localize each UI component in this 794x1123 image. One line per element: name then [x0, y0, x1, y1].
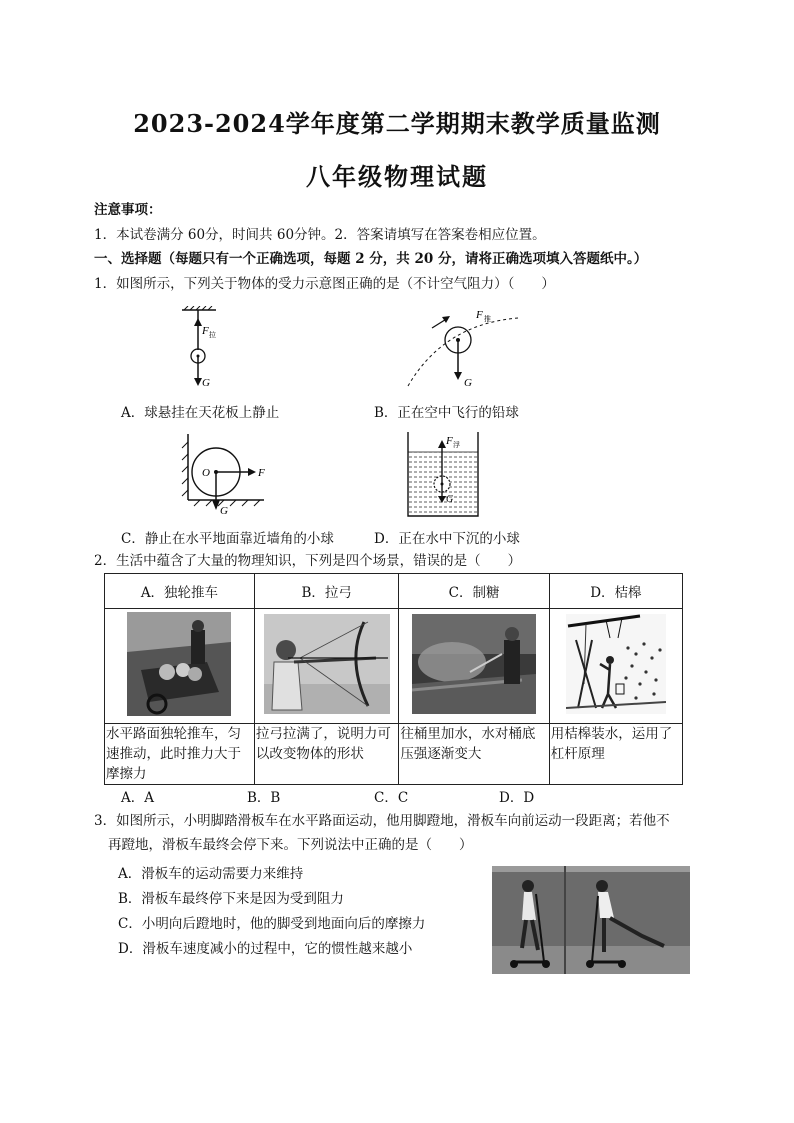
q1-option-a: A．球悬挂在天花板上静止 — [121, 405, 280, 421]
label-f-float: F — [446, 435, 453, 447]
q2-scene-table — [104, 573, 683, 785]
q2-photo-cell-d — [549, 609, 682, 724]
q2-desc-a: 水平路面独轮推车，匀速推动，此时推力大于摩擦力 — [105, 724, 255, 785]
shadoof-drawing — [566, 614, 666, 714]
q2-desc-c: 往桶里加水，水对桶底压强逐渐变大 — [399, 724, 549, 785]
scooter-photo — [492, 866, 690, 974]
label-g-d: G — [446, 494, 454, 505]
sugar-making-photo — [412, 614, 536, 714]
exam-title: 2023-2024学年度第二学期期末教学质量监测 — [133, 109, 661, 138]
q2-photo-cell-a — [105, 609, 255, 724]
label-g-b: G — [464, 377, 472, 389]
label-f-push: F — [476, 309, 483, 321]
label-g: G — [202, 377, 210, 389]
q1-option-c: C．静止在水平地面靠近墙角的小球 — [121, 531, 334, 547]
q2-col-d: D．桔槔 — [549, 574, 682, 609]
label-f: F — [258, 467, 265, 479]
label-f-push-sub: 推 — [484, 315, 491, 323]
q3-option-b: B．滑板车最终停下来是因为受到阻力 — [118, 891, 344, 907]
q3-option-c: C．小明向后蹬地时，他的脚受到地面向后的摩擦力 — [118, 916, 426, 932]
label-o: O — [202, 467, 210, 479]
q2-col-b: B．拉弓 — [254, 574, 399, 609]
figure-c-corner-ball — [178, 430, 270, 518]
label-f-float-sub: 浮 — [453, 441, 460, 449]
figure-b-shotput — [404, 304, 524, 392]
label-g-c: G — [220, 505, 228, 517]
q2-answer-d: D．D — [499, 790, 535, 806]
figure-a-hanging-ball — [170, 306, 230, 392]
label-f-pull: F — [202, 325, 209, 337]
q1-option-d: D．正在水中下沉的小球 — [374, 531, 520, 547]
q2-col-c: C．制糖 — [399, 574, 549, 609]
q2-photo-cell-c — [399, 609, 549, 724]
label-f-pull-sub: 拉 — [209, 331, 216, 339]
q2-answer-c: C．C — [374, 790, 409, 806]
q3-option-a: A．滑板车的运动需要力来维持 — [118, 866, 304, 882]
notes-heading: 注意事项： — [94, 202, 162, 218]
q3-stem-line-1: 3．如图所示，小明脚踏滑板车在水平路面运动，他用脚蹬地，滑板车向前运动一段距离；若他不 — [94, 813, 670, 829]
q3-stem-line-2: 再蹬地，滑板车最终会停下来。下列说法中正确的是（ ） — [108, 837, 473, 853]
archery-photo — [264, 614, 390, 714]
notes-line-1: 1．本试卷满分 60分，时间共 60分钟。2．答案请填写在答案卷相应位置。 — [94, 227, 546, 243]
q2-desc-b: 拉弓拉满了，说明力可以改变物体的形状 — [254, 724, 399, 785]
q2-photo-cell-b — [254, 609, 399, 724]
q1-stem: 1．如图所示，下列关于物体的受力示意图正确的是（不计空气阻力）（ ） — [94, 276, 555, 292]
q2-col-a: A．独轮推车 — [105, 574, 255, 609]
wheelbarrow-photo — [127, 612, 231, 716]
q2-desc-d: 用桔槔装水，运用了杠杆原理 — [549, 724, 682, 785]
figure-d-sinking-ball — [404, 430, 484, 520]
q3-option-d: D．滑板车速度减小的过程中，它的惯性越来越小 — [118, 941, 413, 957]
q2-answer-a: A．A — [121, 790, 154, 806]
q2-stem: 2．生活中蕴含了大量的物理知识，下列是四个场景，错误的是（ ） — [94, 553, 522, 569]
section-1-heading: 一、选择题（每题只有一个正确选项，每题 2 分，共 20 分，请将正确选项填入答题纸中。） — [94, 251, 648, 267]
q2-answer-b: B．B — [247, 790, 281, 806]
exam-subtitle: 八年级物理试题 — [306, 162, 488, 191]
q1-option-b: B．正在空中飞行的铅球 — [374, 405, 519, 421]
